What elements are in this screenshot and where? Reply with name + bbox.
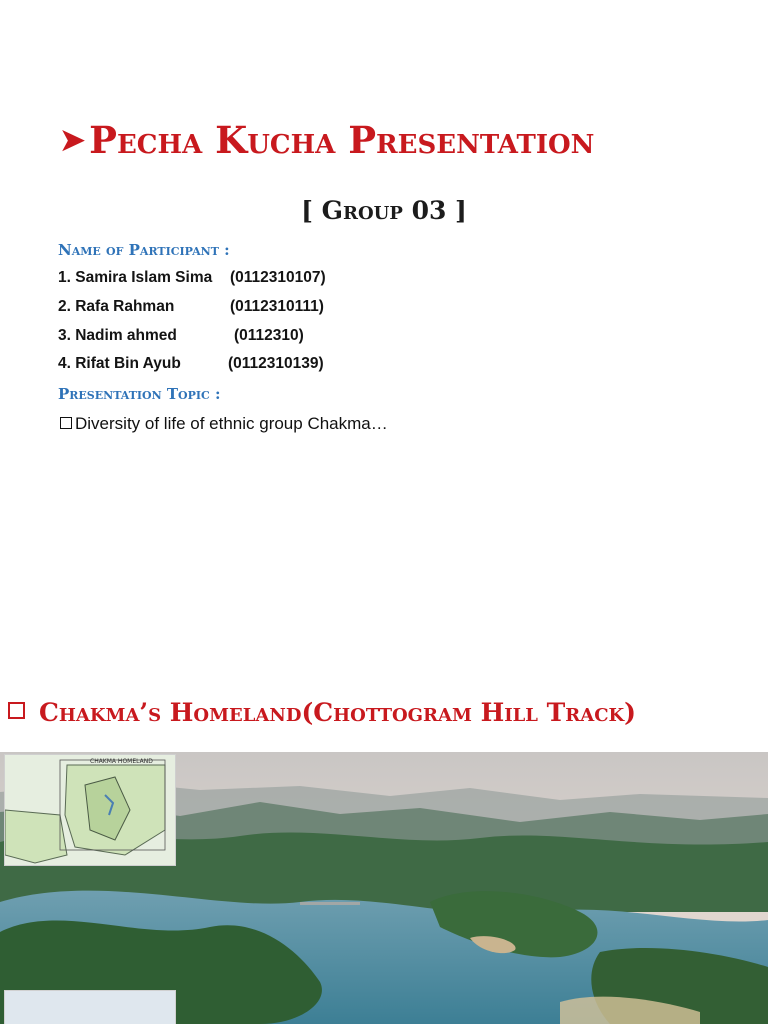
checkbox-bullet-icon — [60, 417, 72, 429]
map-graphic — [5, 755, 175, 865]
slide-title — [60, 118, 594, 162]
participant-item — [58, 269, 326, 287]
participant-item — [58, 355, 324, 373]
slide-2-title — [8, 698, 636, 727]
participant-name: 2. Rafa Rahman — [58, 298, 175, 315]
participant-id: (0112310139) — [228, 355, 324, 372]
participant-id: (0112310111) — [230, 298, 324, 315]
chakma-homeland-map — [4, 754, 176, 866]
participant-name: 4. Rifat Bin Ayub — [58, 355, 181, 372]
participant-id: (0112310107) — [230, 269, 326, 286]
group-label: [ Group 03 ] — [301, 196, 467, 225]
photo-inset-thumbnail — [4, 990, 176, 1024]
participant-item — [58, 327, 304, 345]
arrow-bullet-icon: ➤ — [60, 123, 86, 158]
topic-text: Diversity of life of ethnic group Chakma… — [75, 414, 388, 433]
slide-title-text: Pecha Kucha Presentation — [89, 118, 595, 162]
participant-item — [58, 298, 324, 316]
checkbox-bullet-icon — [8, 702, 25, 719]
map-caption: CHAKMA HOMELAND — [90, 758, 153, 765]
slide-2-title-text: Chakma’s Homeland(Chottogram Hill Track) — [39, 698, 636, 727]
participant-id: (0112310) — [234, 327, 304, 344]
participants-heading: Name of Participant : — [58, 241, 230, 259]
topic-heading: Presentation Topic : — [58, 385, 221, 403]
participant-name: 3. Nadim ahmed — [58, 327, 177, 344]
topic-item — [60, 414, 388, 434]
participant-name: 1. Samira Islam Sima — [58, 269, 213, 286]
slide-2 — [0, 660, 768, 1024]
